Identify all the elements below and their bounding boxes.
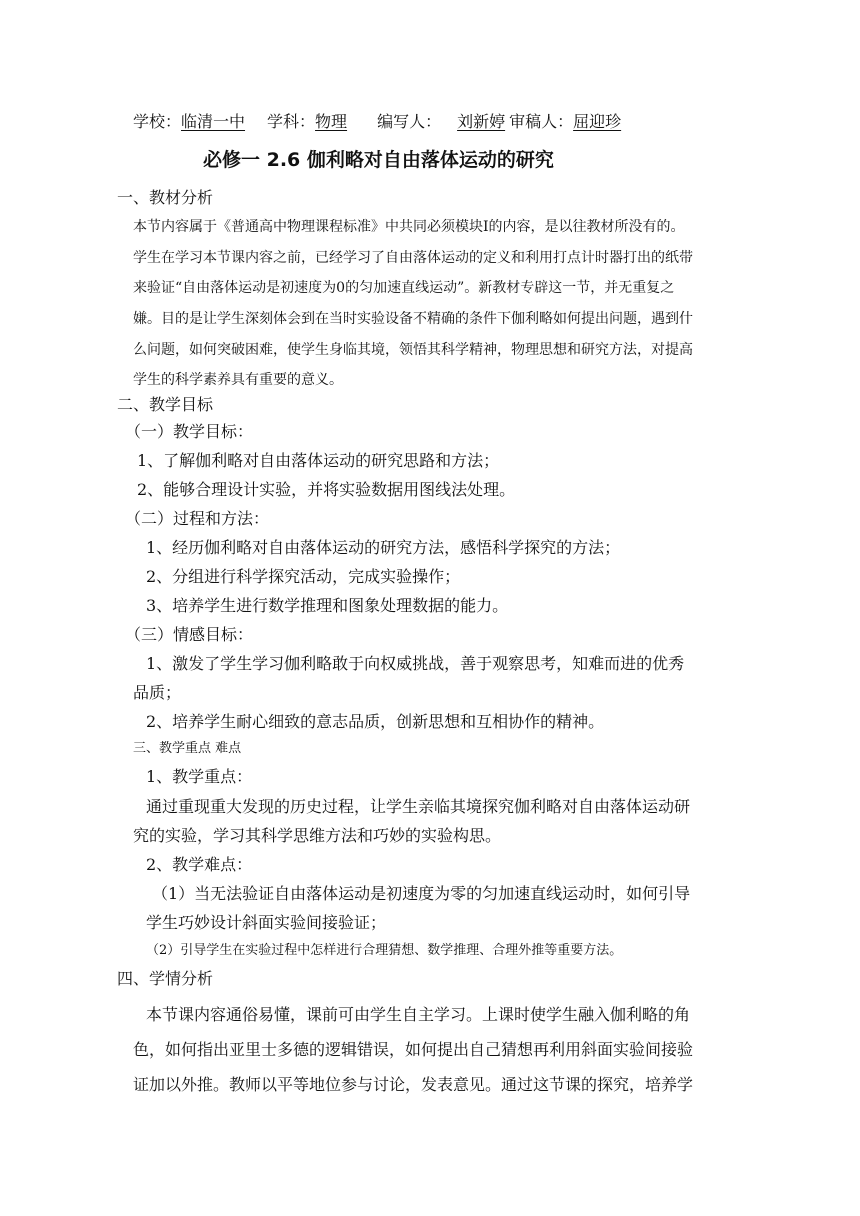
section2-heading: 二、教学目标 [117, 395, 214, 414]
section2-sub1-item: 2、能够合理设计实验，并将实验数据用图线法处理。 [137, 480, 516, 499]
section2-sub3-item: 品质； [133, 683, 182, 702]
section2-sub2-item: 2、分组进行科学探究活动，完成实验操作； [146, 567, 461, 586]
section3-key-label: 1、教学重点： [146, 767, 253, 786]
section4-line: 证加以外推。教师以平等地位参与讨论，发表意见。通过这节课的探究，培养学 [133, 1075, 694, 1094]
section1-line: 来验证“自由落体运动是初速度为0的匀加速直线运动”。新教材专辟这一节，并无重复之 [133, 280, 675, 296]
section1-line: 嫌。目的是让学生深刻体会到在当时实验设备不精确的条件下伽利略如何提出问题，遇到什 [133, 311, 693, 327]
section2-sub1-item: 1、了解伽利略对自由落体运动的研究思路和方法； [137, 451, 500, 470]
section3-diff-item: （1）当无法验证自由落体运动是初速度为零的匀加速直线运动时，如何引导 [152, 884, 691, 903]
section3-key-line: 通过重现重大发现的历史过程，让学生亲临其境探究伽利略对自由落体运动研 [146, 797, 691, 816]
subject-label: 学科： [267, 112, 316, 131]
author-value: 刘新婷 [457, 112, 506, 131]
doc-title: 必修一 2.6 伽利略对自由落体运动的研究 [203, 149, 554, 171]
section2-sub3-item: 1、激发了学生学习伽利略敢于向权威挑战，善于观察思考，知难而进的优秀 [146, 654, 685, 673]
section2-sub1: （一）教学目标： [125, 422, 254, 441]
school-label: 学校： [133, 112, 182, 131]
section3-diff-label: 2、教学难点： [146, 855, 253, 874]
section4-heading: 四、学情分析 [117, 969, 214, 988]
section3-key-line: 究的实验，学习其科学思维方法和巧妙的实验构思。 [133, 826, 502, 845]
reviewer-label: 审稿人： [509, 112, 574, 131]
section3-heading: 三、教学重点 难点 [133, 741, 242, 756]
author-label: 编写人： [377, 112, 442, 131]
section4-line: 色，如何指出亚里士多德的逻辑错误，如何提出自己猜想再利用斜面实验间接验 [133, 1040, 694, 1059]
section3-diff-item: （2）引导学生在实验过程中怎样进行合理猜想、数学推理、合理外推等重要方法。 [146, 943, 623, 958]
section2-sub2-item: 3、培养学生进行数学推理和图象处理数据的能力。 [146, 596, 509, 615]
section4-line: 本节课内容通俗易懂，课前可由学生自主学习。上课时使学生融入伽利略的角 [146, 1005, 691, 1024]
section1-heading: 一、教材分析 [117, 188, 214, 207]
section2-sub2-item: 1、经历伽利略对自由落体运动的研究方法，感悟科学探究的方法； [146, 538, 621, 557]
reviewer-value: 屈迎珍 [573, 112, 622, 131]
section1-line: 么问题，如何突破困难，使学生身临其境，领悟其科学精神，物理思想和研究方法，对提高 [133, 342, 693, 358]
header-info [133, 112, 621, 131]
section1-line: 本节内容属于《普通高中物理课程标准》中共同必须模块Ⅰ的内容，是以往教材所没有的。 [133, 219, 685, 235]
subject-value: 物理 [315, 112, 348, 131]
section3-diff-item: 学生巧妙设计斜面实验间接验证； [146, 913, 387, 932]
section2-sub3: （三）情感目标： [125, 625, 254, 644]
school-value: 临清一中 [181, 112, 246, 131]
section1-line: 学生的科学素养具有重要的意义。 [133, 372, 343, 388]
section1-line: 学生在学习本节课内容之前，已经学习了自由落体运动的定义和利用打点计时器打出的纸带 [133, 250, 693, 266]
section2-sub2: （二）过程和方法： [125, 509, 270, 528]
section2-sub3-item: 2、培养学生耐心细致的意志品质，创新思想和互相协作的精神。 [146, 712, 605, 731]
